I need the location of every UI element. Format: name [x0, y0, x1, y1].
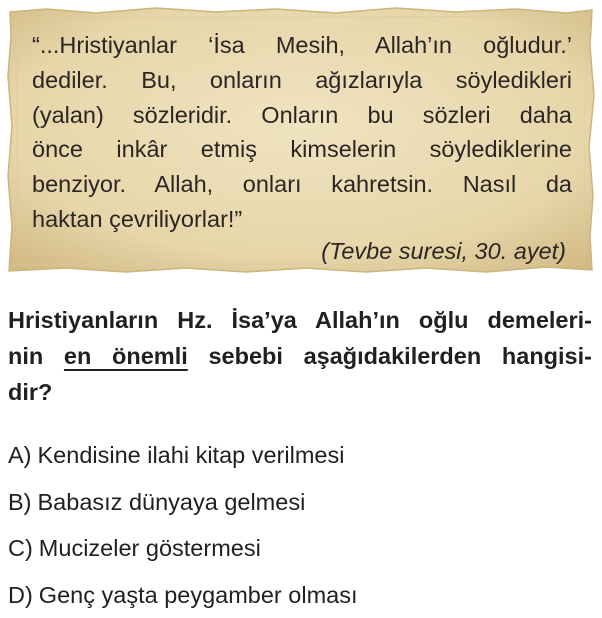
- option-a[interactable]: [8, 432, 358, 479]
- option-letter: B): [8, 479, 32, 526]
- question-emphasis: en önemli: [64, 343, 188, 369]
- question-line: dir?: [8, 374, 592, 410]
- quote-line: dediler. Bu, onların ağızlarıyla söyledikleri: [32, 63, 572, 98]
- question-text: nin: [8, 343, 64, 369]
- answer-options: [8, 432, 358, 618]
- question-line: Hristiyanların Hz. İsa’ya Allah’ın oğlu demeleri-: [8, 302, 592, 338]
- quote-line: benziyor. Allah, onları kahretsin. Nasıl da: [32, 167, 572, 202]
- option-text: Babasız dünyaya gelmesi: [38, 489, 306, 515]
- option-b[interactable]: [8, 479, 358, 526]
- question-line: [8, 338, 592, 374]
- quote-line: “...Hristiyanlar ‘İsa Mesih, Allah’ın oğludur.’: [32, 28, 572, 63]
- question-text: sebebi aşağıdakilerden hangisi-: [188, 343, 592, 369]
- quote-source: (Tevbe suresi, 30. ayet): [321, 238, 566, 265]
- option-letter: A): [8, 432, 32, 479]
- option-letter: D): [8, 572, 33, 618]
- option-text: Genç yaşta peygamber olması: [39, 582, 358, 608]
- quote-text: [32, 28, 572, 237]
- quote-line: haktan çevriliyorlar!”: [32, 202, 572, 237]
- option-letter: C): [8, 525, 33, 572]
- quote-line: önce inkâr etmiş kimselerin söylediklerine: [32, 132, 572, 167]
- option-text: Mucizeler göstermesi: [39, 535, 261, 561]
- option-text: Kendisine ilahi kitap verilmesi: [38, 442, 345, 468]
- option-c[interactable]: [8, 525, 358, 572]
- question-stem: [8, 302, 592, 410]
- quote-card: [6, 6, 596, 274]
- quote-line: (yalan) sözleridir. Onların bu sözleri daha: [32, 98, 572, 133]
- option-d[interactable]: [8, 572, 358, 618]
